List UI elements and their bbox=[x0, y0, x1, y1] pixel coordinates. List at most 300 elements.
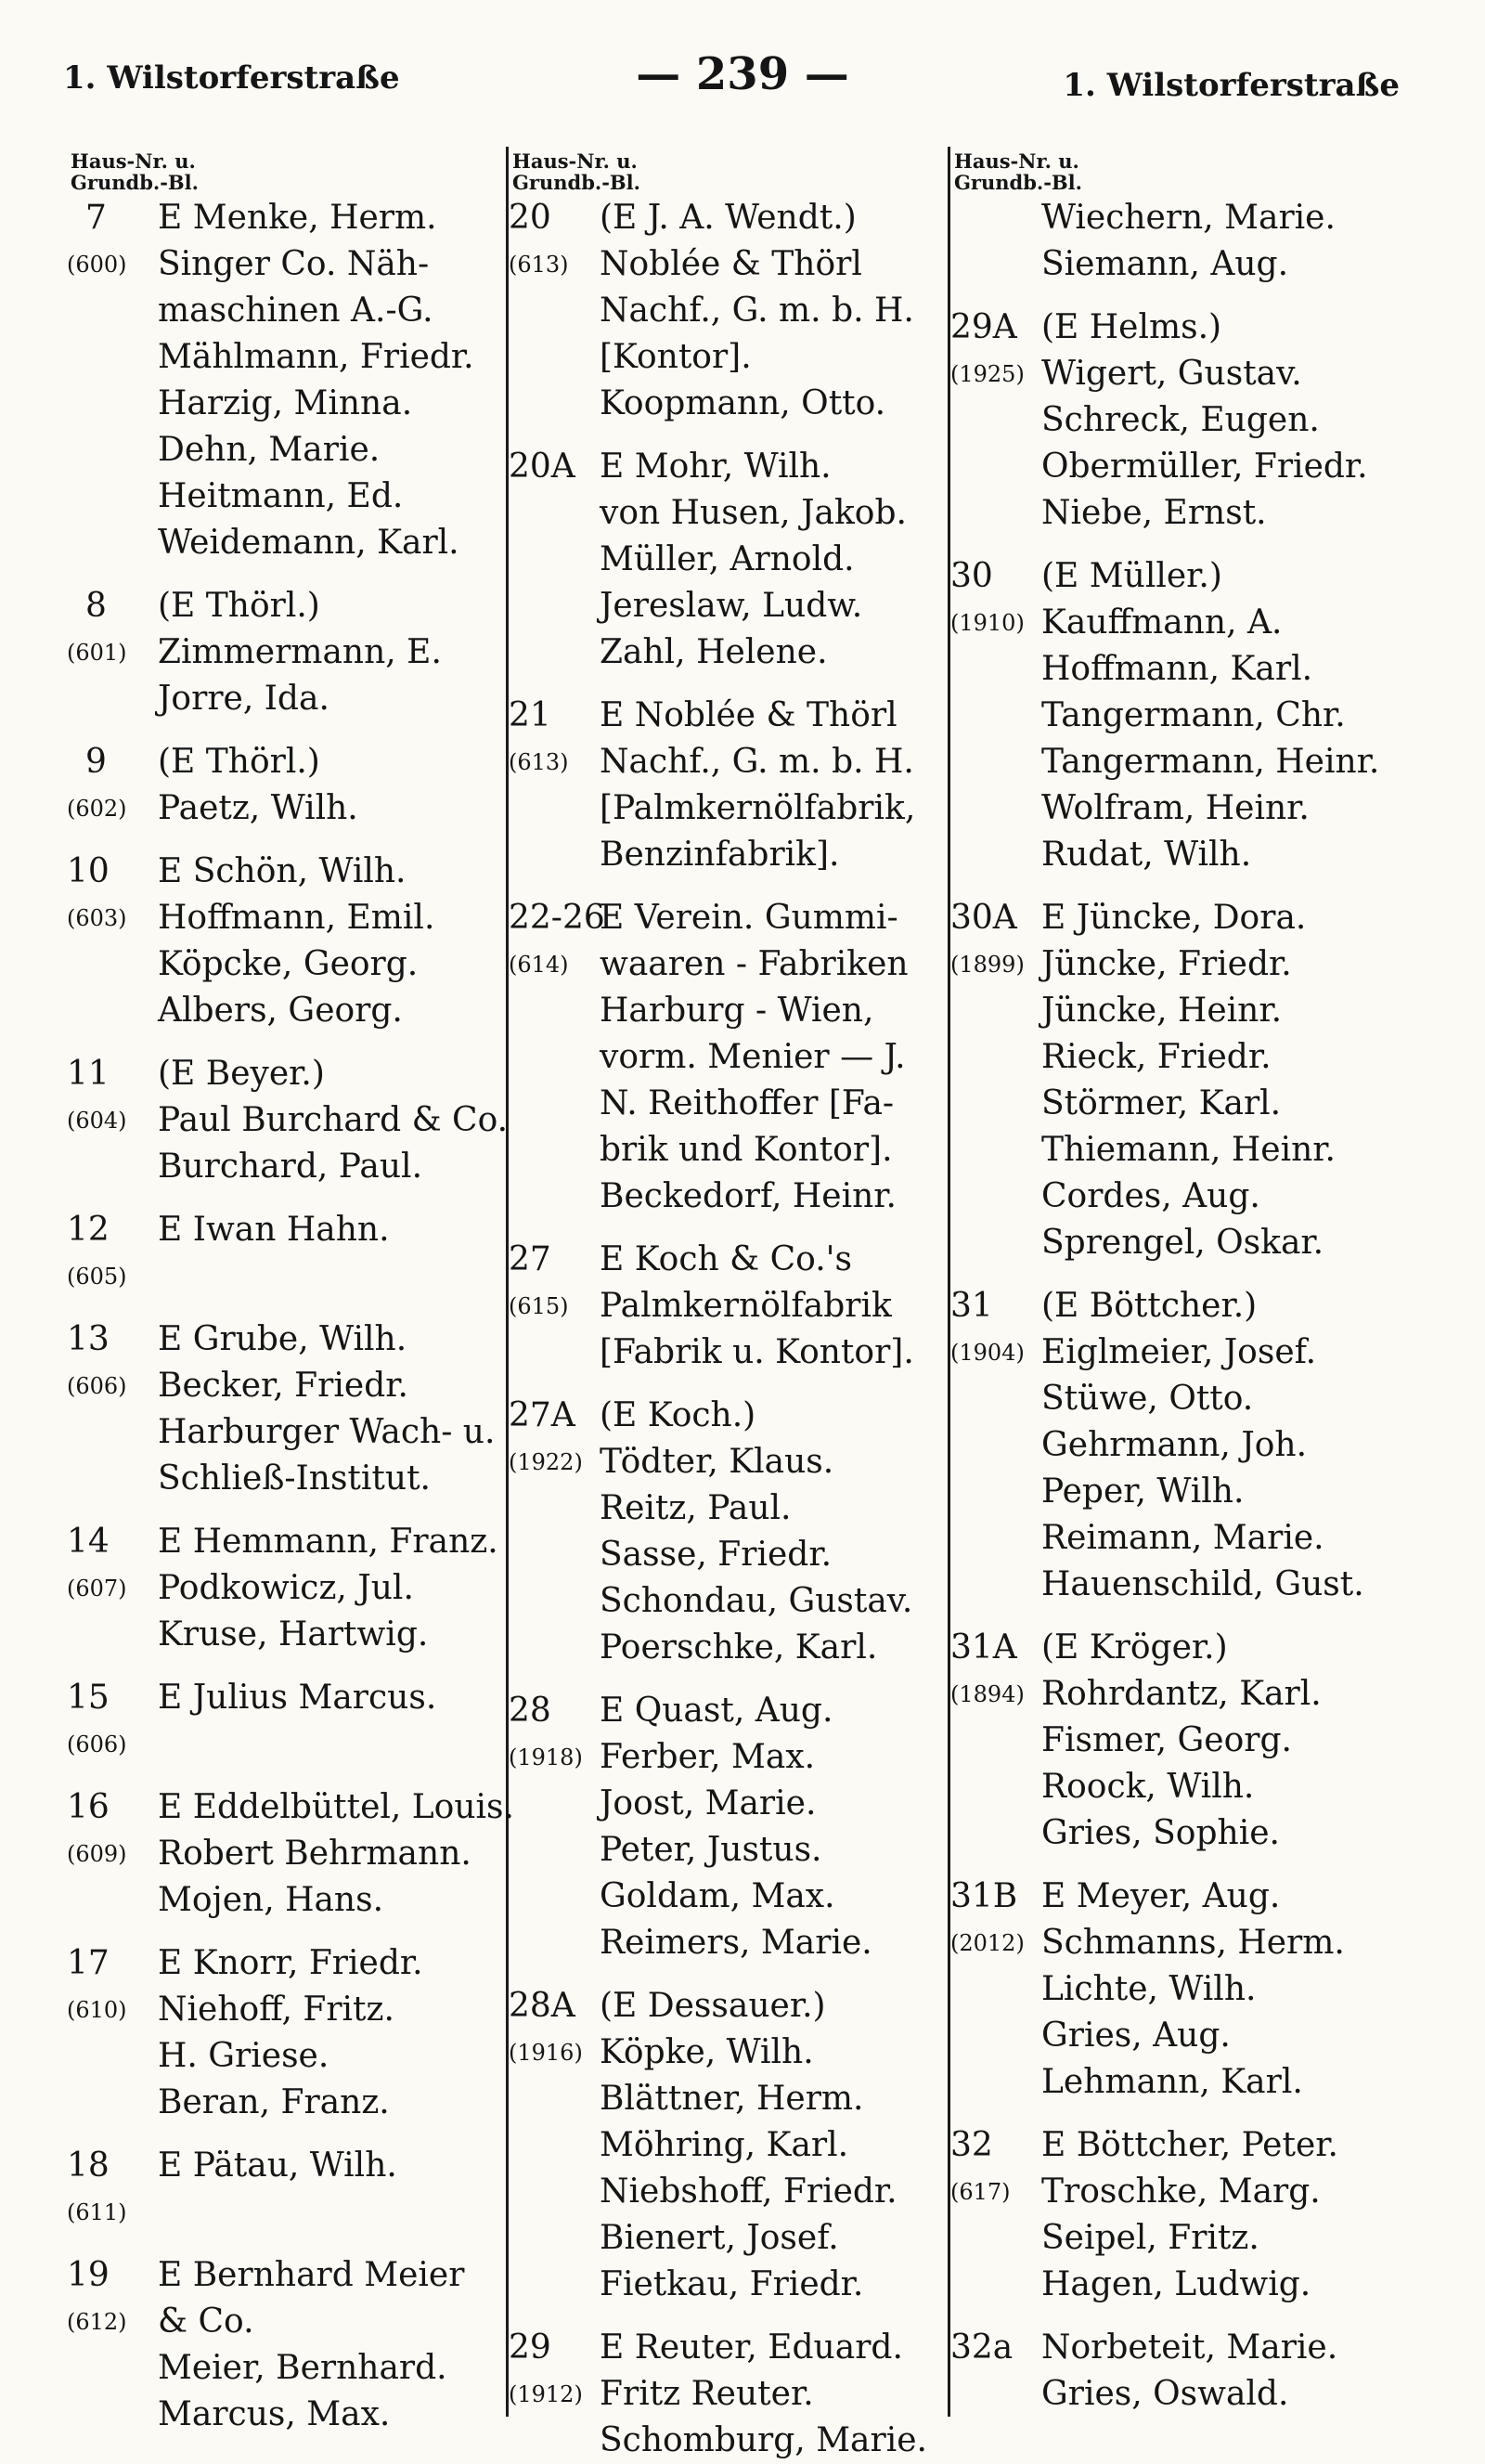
house-number: 32 bbox=[950, 2126, 993, 2164]
resident-name: Nachf., G. m. b. H. bbox=[600, 292, 914, 330]
entry-line bbox=[950, 988, 1394, 1034]
resident-name: (E Thörl.) bbox=[158, 743, 320, 781]
resident-name: (E Müller.) bbox=[1041, 557, 1222, 595]
resident-name: maschinen A.-G. bbox=[158, 292, 433, 330]
entry-line bbox=[509, 2169, 945, 2215]
resident-name: (E J. A. Wendt.) bbox=[600, 199, 857, 237]
entry-line bbox=[67, 583, 503, 629]
land-register-number: (603) bbox=[67, 905, 127, 931]
house-entry bbox=[509, 444, 945, 676]
resident-name: Niehoff, Fritz. bbox=[158, 1991, 394, 2029]
entry-line bbox=[950, 941, 1394, 988]
house-number: 31A bbox=[950, 1628, 1017, 1666]
land-register-number: (612) bbox=[67, 2309, 127, 2335]
resident-name: Müller, Arnold. bbox=[600, 540, 855, 578]
entry-line bbox=[509, 334, 945, 381]
directory-column-3 bbox=[950, 150, 1394, 2416]
land-register-number: (602) bbox=[67, 796, 127, 822]
resident-name: Köpcke, Georg. bbox=[158, 945, 419, 983]
resident-name: Goldam, Max. bbox=[600, 1877, 835, 1915]
entry-line bbox=[509, 241, 945, 288]
land-register-number: (610) bbox=[67, 1997, 127, 2023]
house-number: 9 bbox=[85, 743, 107, 781]
resident-name: Mojen, Hans. bbox=[158, 1881, 384, 1919]
entry-gap bbox=[67, 566, 503, 583]
entry-line bbox=[950, 2215, 1394, 2262]
resident-name: Wigert, Gustav. bbox=[1041, 355, 1302, 393]
page-header bbox=[0, 48, 1485, 113]
entry-line bbox=[950, 1469, 1394, 1515]
resident-name: Paul Burchard & Co. bbox=[158, 1101, 509, 1139]
resident-name: E Pätau, Wilh. bbox=[158, 2146, 397, 2185]
resident-name: (E Kröger.) bbox=[1041, 1628, 1228, 1666]
resident-name: Weidemann, Karl. bbox=[158, 524, 459, 562]
entry-line bbox=[67, 1409, 503, 1456]
entry-line bbox=[950, 1562, 1394, 1608]
resident-name: Norbeteit, Marie. bbox=[1041, 2328, 1338, 2367]
land-register-number: (601) bbox=[67, 640, 127, 666]
house-entry bbox=[67, 1519, 503, 1658]
entry-line bbox=[509, 444, 945, 490]
resident-name: Becker, Friedr. bbox=[158, 1367, 408, 1405]
house-entry bbox=[950, 2325, 1394, 2418]
resident-name: Kruse, Hartwig. bbox=[158, 1615, 429, 1653]
house-entry bbox=[950, 553, 1394, 878]
entry-line bbox=[509, 490, 945, 537]
resident-name: Eiglmeier, Josef. bbox=[1041, 1333, 1317, 1371]
entry-line bbox=[67, 241, 503, 288]
entry-gap bbox=[509, 1376, 945, 1393]
entry-line bbox=[67, 785, 503, 832]
land-register-number: (1910) bbox=[950, 610, 1025, 636]
column-header-line: Haus-Nr. u. bbox=[954, 149, 1079, 173]
land-register-number: (613) bbox=[509, 749, 569, 775]
house-number: 7 bbox=[85, 199, 107, 237]
house-entry bbox=[67, 2252, 503, 2438]
entry-line bbox=[67, 1519, 503, 1565]
resident-name: Harburger Wach- u. bbox=[158, 1413, 496, 1451]
entry-line bbox=[950, 2371, 1394, 2418]
entry-line bbox=[67, 1877, 503, 1924]
entry-line bbox=[67, 1207, 503, 1253]
resident-name: Troschke, Marg. bbox=[1041, 2172, 1321, 2211]
entry-line bbox=[67, 1612, 503, 1658]
resident-name: Jüncke, Heinr. bbox=[1041, 992, 1283, 1030]
entry-line bbox=[950, 1920, 1394, 1966]
entry-line bbox=[950, 444, 1394, 490]
resident-name: E Eddelbüttel, Louis. bbox=[158, 1788, 514, 1826]
entry-line bbox=[67, 2143, 503, 2189]
resident-name: Robert Behrmann. bbox=[158, 1835, 471, 1873]
house-entry bbox=[67, 1940, 503, 2126]
resident-name: Harzig, Minna. bbox=[158, 384, 413, 422]
entry-line bbox=[950, 2013, 1394, 2059]
land-register-number: (606) bbox=[67, 1731, 127, 1757]
house-number: 31B bbox=[950, 1877, 1018, 1915]
entry-line bbox=[67, 2080, 503, 2126]
entry-line bbox=[509, 381, 945, 427]
entry-line bbox=[67, 1097, 509, 1144]
entry-line bbox=[67, 1721, 503, 1768]
resident-name: Reimann, Marie. bbox=[1041, 1519, 1324, 1557]
entry-line bbox=[509, 537, 945, 583]
entry-line bbox=[950, 1081, 1394, 1127]
entry-line bbox=[67, 1784, 514, 1831]
entry-line bbox=[509, 1081, 945, 1127]
entry-line bbox=[67, 941, 503, 988]
entry-gap bbox=[509, 676, 945, 693]
entry-line bbox=[67, 1051, 503, 1097]
resident-name: E Knorr, Friedr. bbox=[158, 1944, 423, 1982]
resident-name: E Grube, Wilh. bbox=[158, 1320, 407, 1358]
resident-name: E Schön, Wilh. bbox=[158, 852, 407, 890]
resident-name: Hauenschild, Gust. bbox=[1041, 1565, 1364, 1603]
entry-line bbox=[509, 1874, 945, 1920]
entry-gap bbox=[950, 1608, 1394, 1625]
resident-name: Singer Co. Näh- bbox=[158, 245, 430, 283]
house-number: 31 bbox=[950, 1287, 993, 1325]
entry-line bbox=[950, 351, 1394, 397]
column-header-line: Grundb.-Bl. bbox=[954, 171, 1082, 194]
resident-name: Rohrdantz, Karl. bbox=[1041, 1675, 1322, 1713]
column-header bbox=[954, 150, 1394, 195]
entry-line bbox=[950, 2325, 1394, 2371]
resident-name: Zimmermann, E. bbox=[158, 633, 442, 671]
resident-name: Roock, Wilh. bbox=[1041, 1768, 1255, 1806]
resident-name: E Julius Marcus. bbox=[158, 1679, 437, 1717]
entry-line bbox=[67, 895, 503, 941]
house-entry bbox=[950, 895, 1394, 1266]
resident-name: E Reuter, Eduard. bbox=[600, 2328, 903, 2367]
land-register-number: (1922) bbox=[509, 1449, 583, 1475]
resident-name: Gries, Oswald. bbox=[1041, 2375, 1289, 2413]
house-number: 30A bbox=[950, 899, 1017, 937]
resident-name: Fritz Reuter. bbox=[600, 2375, 814, 2413]
resident-name: Bienert, Josef. bbox=[600, 2219, 839, 2257]
house-number: 30 bbox=[950, 557, 993, 595]
house-entry bbox=[509, 1237, 945, 1376]
resident-name: Harburg - Wien, bbox=[600, 992, 874, 1030]
entry-gap bbox=[509, 2308, 945, 2325]
resident-name: Blättner, Herm. bbox=[600, 2080, 864, 2118]
resident-name: Kauffmann, A. bbox=[1041, 603, 1283, 642]
entry-line bbox=[950, 646, 1394, 693]
resident-name: Tangermann, Heinr. bbox=[1041, 743, 1380, 781]
entry-line bbox=[950, 1718, 1394, 1764]
house-entry bbox=[950, 1625, 1394, 1857]
house-number: 27A bbox=[509, 1396, 575, 1434]
entry-gap bbox=[950, 537, 1394, 553]
entry-line bbox=[950, 1034, 1394, 1081]
resident-name: E Hemmann, Franz. bbox=[158, 1523, 498, 1561]
entry-gap bbox=[950, 1266, 1394, 1283]
resident-name: E Iwan Hahn. bbox=[158, 1211, 390, 1249]
entry-line bbox=[509, 739, 945, 785]
entry-line bbox=[509, 1920, 945, 1966]
column-header bbox=[71, 150, 503, 195]
resident-name: & Co. bbox=[158, 2302, 254, 2341]
entry-gap bbox=[950, 878, 1394, 895]
house-entry bbox=[67, 1675, 503, 1768]
entry-line bbox=[950, 693, 1394, 739]
resident-name: Lehmann, Karl. bbox=[1041, 2063, 1303, 2101]
resident-name: Reitz, Paul. bbox=[600, 1489, 792, 1527]
entry-line bbox=[950, 1764, 1394, 1810]
resident-name: Siemann, Aug. bbox=[1041, 245, 1289, 283]
resident-name: Nachf., G. m. b. H. bbox=[600, 743, 914, 781]
entry-line bbox=[509, 583, 945, 629]
entry-line bbox=[67, 427, 503, 473]
entry-line bbox=[950, 1625, 1394, 1671]
house-number: 16 bbox=[67, 1788, 110, 1826]
entry-line bbox=[950, 1966, 1394, 2013]
entry-line bbox=[509, 2262, 945, 2308]
entry-line bbox=[950, 1810, 1394, 1857]
resident-name: (E Böttcher.) bbox=[1041, 1287, 1258, 1325]
entry-line bbox=[509, 1393, 945, 1439]
resident-name: Benzinfabrik]. bbox=[600, 836, 840, 874]
resident-name: (E Helms.) bbox=[1041, 308, 1222, 346]
house-number: 21 bbox=[509, 696, 551, 734]
resident-name: [Fabrik u. Kontor]. bbox=[600, 1333, 914, 1371]
resident-name: vorm. Menier — J. bbox=[600, 1038, 906, 1076]
entry-line bbox=[67, 676, 503, 722]
resident-name: [Kontor]. bbox=[600, 338, 752, 376]
entry-line bbox=[950, 195, 1394, 241]
entry-line bbox=[67, 2189, 503, 2236]
land-register-number: (605) bbox=[67, 1264, 127, 1290]
entry-line bbox=[67, 1987, 503, 2033]
house-entry bbox=[67, 1316, 503, 1502]
resident-name: (E Koch.) bbox=[600, 1396, 756, 1434]
house-entry bbox=[67, 2143, 503, 2236]
land-register-number: (1894) bbox=[950, 1681, 1025, 1707]
entry-line bbox=[509, 1127, 945, 1174]
entry-line bbox=[67, 1456, 503, 1502]
entry-gap bbox=[67, 1658, 503, 1675]
entry-line bbox=[67, 2252, 503, 2299]
resident-name: Hagen, Ludwig. bbox=[1041, 2265, 1311, 2303]
entry-line bbox=[509, 629, 945, 676]
resident-name: Lichte, Wilh. bbox=[1041, 1970, 1257, 2008]
land-register-number: (615) bbox=[509, 1293, 569, 1319]
house-number: 15 bbox=[67, 1679, 110, 1717]
entry-line bbox=[67, 1831, 503, 1877]
house-number: 14 bbox=[67, 1523, 110, 1561]
house-number: 29 bbox=[509, 2328, 551, 2367]
resident-name: E Meyer, Aug. bbox=[1041, 1877, 1281, 1915]
resident-name: Schließ-Institut. bbox=[158, 1459, 431, 1498]
resident-name: E Koch & Co.'s bbox=[600, 1240, 853, 1278]
column-header-line: Grundb.-Bl. bbox=[512, 171, 640, 194]
house-number: 28 bbox=[509, 1692, 551, 1730]
house-entry bbox=[950, 1283, 1394, 1608]
resident-name: brik und Kontor]. bbox=[600, 1131, 893, 1169]
entry-gap bbox=[950, 1857, 1394, 1874]
house-number: 29A bbox=[950, 308, 1017, 346]
entry-line bbox=[509, 941, 945, 988]
resident-name: Marcus, Max. bbox=[158, 2395, 391, 2433]
entry-line bbox=[67, 2299, 503, 2345]
house-entry bbox=[67, 1784, 514, 1924]
entry-gap bbox=[509, 1220, 945, 1237]
resident-name: Fietkau, Friedr. bbox=[600, 2265, 864, 2303]
entry-line bbox=[950, 241, 1394, 288]
house-number: 32a bbox=[950, 2328, 1014, 2367]
land-register-number: (1904) bbox=[950, 1340, 1025, 1366]
resident-name: Köpke, Wilh. bbox=[600, 2033, 814, 2071]
land-register-number: (614) bbox=[509, 952, 569, 978]
entry-line bbox=[509, 693, 945, 739]
resident-name: Gries, Sophie. bbox=[1041, 1814, 1280, 1852]
house-entry bbox=[950, 1874, 1394, 2106]
land-register-number: (617) bbox=[950, 2179, 1011, 2205]
resident-name: Störmer, Karl. bbox=[1041, 1084, 1282, 1122]
entry-line bbox=[509, 2325, 945, 2371]
land-register-number: (2012) bbox=[950, 1930, 1025, 1956]
resident-name: Sprengel, Oskar. bbox=[1041, 1224, 1324, 1262]
entry-line bbox=[950, 832, 1394, 878]
land-register-number: (1925) bbox=[950, 361, 1025, 387]
land-register-number: (613) bbox=[509, 252, 569, 278]
resident-name: Koopmann, Otto. bbox=[600, 384, 886, 422]
house-entry bbox=[67, 1051, 509, 1190]
entry-line bbox=[950, 2122, 1394, 2169]
resident-name: Jüncke, Friedr. bbox=[1041, 945, 1292, 983]
house-number: 20A bbox=[509, 447, 575, 486]
house-entry bbox=[950, 195, 1394, 288]
resident-name: (E Beyer.) bbox=[158, 1055, 325, 1093]
land-register-number: (606) bbox=[67, 1373, 127, 1399]
resident-name: Niebshoff, Friedr. bbox=[600, 2172, 897, 2211]
house-entry bbox=[509, 195, 945, 427]
entry-line bbox=[67, 195, 503, 241]
land-register-number: (604) bbox=[67, 1108, 127, 1134]
resident-name: Paetz, Wilh. bbox=[158, 789, 358, 827]
house-number: 11 bbox=[67, 1055, 110, 1093]
resident-name: N. Reithoffer [Fa- bbox=[600, 1084, 895, 1122]
entry-line bbox=[67, 2392, 503, 2438]
entry-line bbox=[67, 2033, 503, 2080]
entry-line bbox=[509, 2030, 945, 2076]
entry-gap bbox=[509, 878, 945, 895]
house-entry bbox=[950, 305, 1394, 537]
entry-line bbox=[67, 381, 503, 427]
resident-name: Gehrmann, Joh. bbox=[1041, 1426, 1308, 1464]
resident-name: Rudat, Wilh. bbox=[1041, 836, 1252, 874]
entry-line bbox=[950, 1515, 1394, 1562]
entry-line bbox=[509, 785, 945, 832]
resident-name: Seipel, Fritz. bbox=[1041, 2219, 1259, 2257]
entry-line bbox=[67, 849, 503, 895]
resident-name: Schondau, Gustav. bbox=[600, 1582, 913, 1620]
resident-name: Schreck, Eugen. bbox=[1041, 401, 1320, 439]
entry-line bbox=[67, 1144, 503, 1190]
entry-line bbox=[950, 1376, 1394, 1422]
entry-line bbox=[509, 1329, 945, 1376]
entry-gap bbox=[67, 1034, 503, 1051]
entry-line bbox=[509, 1827, 945, 1874]
column-header-line: Haus-Nr. u. bbox=[512, 149, 638, 173]
entry-line bbox=[67, 473, 503, 520]
entry-line bbox=[67, 1675, 503, 1721]
resident-name: Heitmann, Ed. bbox=[158, 477, 404, 515]
entry-line bbox=[509, 1781, 945, 1827]
resident-name: Niebe, Ernst. bbox=[1041, 494, 1267, 532]
resident-name: Peper, Wilh. bbox=[1041, 1472, 1245, 1511]
resident-name: Rieck, Friedr. bbox=[1041, 1038, 1272, 1076]
resident-name: Fismer, Georg. bbox=[1041, 1721, 1292, 1759]
entry-line bbox=[950, 553, 1394, 600]
resident-name: Zahl, Helene. bbox=[600, 633, 828, 671]
house-entry bbox=[67, 1207, 503, 1300]
house-number: 17 bbox=[67, 1944, 110, 1982]
resident-name: Schomburg, Marie. bbox=[600, 2421, 927, 2459]
entry-line bbox=[67, 1940, 503, 1987]
entry-line bbox=[950, 2169, 1394, 2215]
entry-line bbox=[950, 1220, 1394, 1266]
resident-name: Meier, Bernhard. bbox=[158, 2349, 447, 2387]
directory-column-2 bbox=[509, 149, 945, 2459]
entry-gap bbox=[67, 2126, 503, 2143]
entry-gap bbox=[67, 1924, 503, 1940]
entry-line bbox=[67, 1565, 503, 1612]
resident-name: E Jüncke, Dora. bbox=[1041, 899, 1307, 937]
resident-name: Joost, Marie. bbox=[600, 1784, 817, 1822]
resident-name: E Menke, Herm. bbox=[158, 199, 437, 237]
column-header bbox=[512, 150, 945, 195]
house-number: 22-26 bbox=[509, 899, 605, 937]
entry-line bbox=[509, 1532, 945, 1578]
resident-name: Wolfram, Heinr. bbox=[1041, 789, 1310, 827]
resident-name: Hoffmann, Emil. bbox=[158, 899, 435, 937]
entry-gap bbox=[509, 427, 945, 444]
column-header-line: Grundb.-Bl. bbox=[71, 171, 199, 194]
resident-name: Gries, Aug. bbox=[1041, 2017, 1231, 2055]
house-number: 12 bbox=[67, 1211, 110, 1249]
resident-name: Burchard, Paul. bbox=[158, 1148, 423, 1186]
resident-name: E Mohr, Wilh. bbox=[600, 447, 832, 486]
land-register-number: (600) bbox=[67, 252, 127, 278]
house-entry bbox=[67, 739, 503, 832]
resident-name: E Quast, Aug. bbox=[600, 1692, 833, 1730]
running-head-left: 1. Wilstorferstraße bbox=[63, 59, 400, 97]
entry-line bbox=[67, 520, 503, 566]
house-number: 28A bbox=[509, 1987, 575, 2025]
land-register-number: (1918) bbox=[509, 1744, 583, 1770]
entry-line bbox=[67, 1363, 503, 1409]
entry-gap bbox=[950, 288, 1394, 305]
resident-name: Ferber, Max. bbox=[600, 1738, 816, 1776]
resident-name: [Palmkernölfabrik, bbox=[600, 789, 916, 827]
house-entry bbox=[67, 849, 503, 1034]
resident-name: Dehn, Marie. bbox=[158, 431, 381, 469]
entry-line bbox=[509, 288, 945, 334]
entry-line bbox=[67, 739, 503, 785]
resident-name: Poerschke, Karl. bbox=[600, 1628, 878, 1666]
land-register-number: (607) bbox=[67, 1576, 127, 1602]
resident-name: Wiechern, Marie. bbox=[1041, 199, 1336, 237]
entry-line bbox=[67, 988, 503, 1034]
entry-line bbox=[509, 1485, 945, 1532]
house-entry bbox=[950, 2122, 1394, 2308]
house-number: 27 bbox=[509, 1240, 551, 1278]
entry-line bbox=[950, 2059, 1394, 2106]
resident-name: Schmanns, Herm. bbox=[1041, 1924, 1345, 1962]
house-entry bbox=[509, 895, 945, 1220]
entry-line bbox=[950, 1874, 1394, 1920]
resident-name: Obermüller, Friedr. bbox=[1041, 447, 1368, 486]
